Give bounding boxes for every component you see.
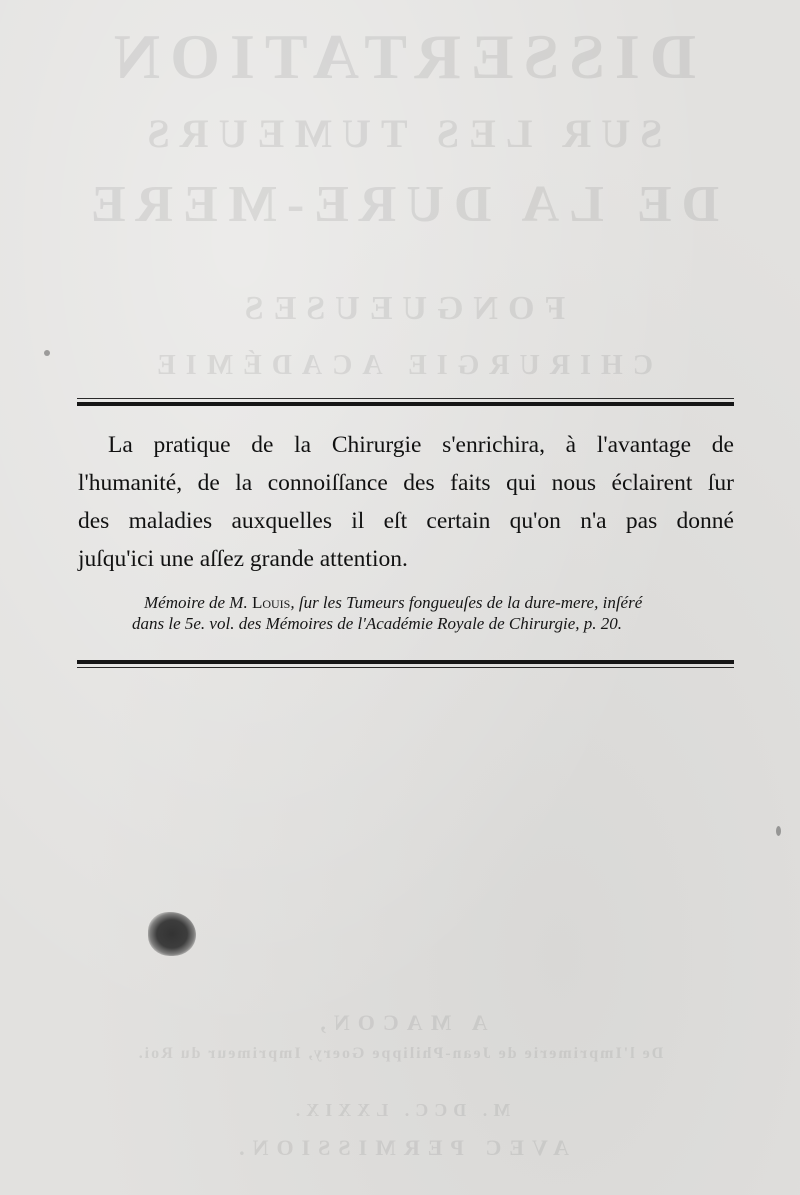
attribution-author: Louis [251, 593, 291, 612]
attribution-prefix: Mémoire de M. [144, 593, 248, 612]
epigraph-line: l'humanité, de la connoiſſance des faits qui nous éclairent ſur [78, 470, 734, 496]
show-through-text: FONGUEUSES [234, 290, 566, 327]
attribution-suffix: , ſur les Tumeurs fongueuſes de la dure-mere, inſéré [290, 593, 643, 612]
epigraph-line: La pratique de la Chirurgie s'enrichira, à l'avantage de [108, 432, 734, 458]
show-through-text: CHIRURGIE ACADÉMIE [147, 350, 653, 381]
show-through-text: DE LA DURE-MERE [80, 176, 720, 233]
epigraph-attribution [100, 592, 736, 634]
paper-speck [776, 826, 781, 836]
rule-thin-line [77, 667, 734, 668]
show-through-text: M. DCC. LXXIX. [289, 1100, 511, 1120]
rule-thick-line [77, 402, 734, 406]
paper-speck [44, 350, 50, 356]
show-through-text: A MACON, [312, 1010, 488, 1035]
ink-blot [148, 912, 196, 956]
show-through-text: SUR LES TUMEURS [137, 111, 663, 156]
show-through-text: DISSERTATION [104, 21, 696, 92]
top-double-rule [77, 398, 734, 406]
rule-thick-line [77, 660, 734, 664]
show-through-text: De l'Imprimerie de Jean-Philippe Goery, Imprimeur du Roi. [136, 1045, 664, 1062]
epigraph-quote [78, 426, 734, 578]
bottom-double-rule [77, 660, 734, 668]
show-through-text: AVEC PERMISSION. [231, 1135, 569, 1160]
attribution-line-1 [100, 592, 736, 613]
attribution-line-2: dans le 5e. vol. des Mémoires de l'Académie Royale de Chirurgie, p. 20. [132, 614, 623, 633]
epigraph-line: des maladies auxquelles il eſt certain qu'on n'a pas donné [78, 508, 734, 534]
epigraph-line: juſqu'ici une aſſez grande attention. [78, 546, 408, 572]
rule-thin-line [77, 398, 734, 399]
